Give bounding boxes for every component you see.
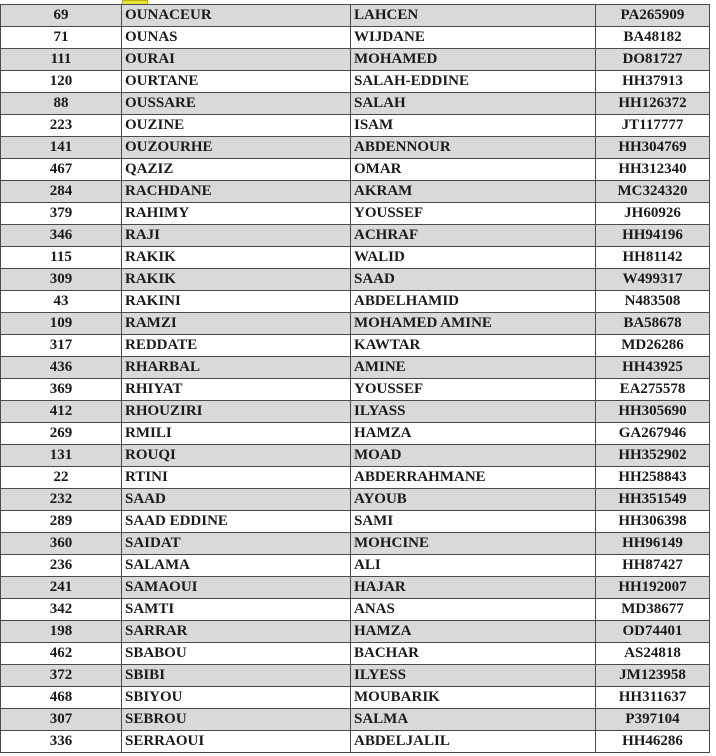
table-row: [1, 379, 710, 401]
id-number-cell[interactable]: HH81142: [596, 247, 710, 269]
last-name-cell[interactable]: SAMTI: [122, 599, 351, 621]
row-number-cell[interactable]: 412: [1, 401, 122, 423]
last-name-cell[interactable]: RHARBAL: [122, 357, 351, 379]
row-number-cell[interactable]: 120: [1, 71, 122, 93]
table-row: [1, 357, 710, 379]
first-name-cell[interactable]: SALMA: [351, 709, 596, 731]
id-number-cell[interactable]: HH352902: [596, 445, 710, 467]
first-name-cell[interactable]: HAJAR: [351, 577, 596, 599]
id-number-cell[interactable]: HH94196: [596, 225, 710, 247]
row-number-cell[interactable]: 467: [1, 159, 122, 181]
row-number-cell[interactable]: 284: [1, 181, 122, 203]
id-number-cell[interactable]: DO81727: [596, 49, 710, 71]
first-name-cell[interactable]: MOUBARIK: [351, 687, 596, 709]
row-number-cell[interactable]: 462: [1, 643, 122, 665]
table-row: [1, 555, 710, 577]
id-number-cell[interactable]: EA275578: [596, 379, 710, 401]
first-name-cell[interactable]: YOUSSEF: [351, 203, 596, 225]
first-name-cell[interactable]: MOAD: [351, 445, 596, 467]
row-number-cell[interactable]: 436: [1, 357, 122, 379]
id-number-cell[interactable]: MC324320: [596, 181, 710, 203]
row-number-cell[interactable]: 269: [1, 423, 122, 445]
id-number-cell[interactable]: HH126372: [596, 93, 710, 115]
row-number-cell[interactable]: 468: [1, 687, 122, 709]
last-name-cell[interactable]: SALAMA: [122, 555, 351, 577]
first-name-cell[interactable]: MOHAMED AMINE: [351, 313, 596, 335]
row-number-cell[interactable]: 336: [1, 731, 122, 753]
id-number-cell[interactable]: AS24818: [596, 643, 710, 665]
last-name-cell[interactable]: SAIDAT: [122, 533, 351, 555]
id-number-cell[interactable]: W499317: [596, 269, 710, 291]
first-name-cell[interactable]: AKRAM: [351, 181, 596, 203]
id-number-cell[interactable]: HH304769: [596, 137, 710, 159]
first-name-cell[interactable]: ACHRAF: [351, 225, 596, 247]
table-row: [1, 445, 710, 467]
id-number-cell[interactable]: GA267946: [596, 423, 710, 445]
table-row: [1, 489, 710, 511]
table-row: [1, 5, 710, 27]
id-number-cell[interactable]: PA265909: [596, 5, 710, 27]
id-number-cell[interactable]: HH43925: [596, 357, 710, 379]
table-row: [1, 665, 710, 687]
last-name-cell[interactable]: OURAI: [122, 49, 351, 71]
row-number-cell[interactable]: 109: [1, 313, 122, 335]
last-name-cell[interactable]: RAKINI: [122, 291, 351, 313]
first-name-cell[interactable]: WIJDANE: [351, 27, 596, 49]
table-row: [1, 533, 710, 555]
last-name-cell[interactable]: SAAD: [122, 489, 351, 511]
last-name-cell[interactable]: RAMZI: [122, 313, 351, 335]
table-row: [1, 225, 710, 247]
first-name-cell[interactable]: SALAH-EDDINE: [351, 71, 596, 93]
table-row: [1, 49, 710, 71]
table-row: [1, 137, 710, 159]
id-number-cell[interactable]: JH60926: [596, 203, 710, 225]
table-row: [1, 313, 710, 335]
first-name-cell[interactable]: SAMI: [351, 511, 596, 533]
first-name-cell[interactable]: LAHCEN: [351, 5, 596, 27]
last-name-cell[interactable]: SAMAOUI: [122, 577, 351, 599]
last-name-cell[interactable]: OUNACEUR: [122, 5, 351, 27]
table-row: [1, 401, 710, 423]
id-number-cell[interactable]: HH37913: [596, 71, 710, 93]
row-number-cell[interactable]: 346: [1, 225, 122, 247]
id-number-cell[interactable]: HH312340: [596, 159, 710, 181]
row-number-cell[interactable]: 71: [1, 27, 122, 49]
first-name-cell[interactable]: ABDENNOUR: [351, 137, 596, 159]
table-row: [1, 181, 710, 203]
id-number-cell[interactable]: HH192007: [596, 577, 710, 599]
table-row: [1, 621, 710, 643]
table-row: [1, 643, 710, 665]
row-number-cell[interactable]: 289: [1, 511, 122, 533]
row-number-cell[interactable]: 88: [1, 93, 122, 115]
table-row: [1, 115, 710, 137]
row-number-cell[interactable]: 131: [1, 445, 122, 467]
first-name-cell[interactable]: SALAH: [351, 93, 596, 115]
first-name-cell[interactable]: KAWTAR: [351, 335, 596, 357]
row-number-cell[interactable]: 115: [1, 247, 122, 269]
table-row: [1, 599, 710, 621]
id-number-cell[interactable]: HH311637: [596, 687, 710, 709]
last-name-cell[interactable]: OUZOURHE: [122, 137, 351, 159]
first-name-cell[interactable]: WALID: [351, 247, 596, 269]
id-number-cell[interactable]: P397104: [596, 709, 710, 731]
last-name-cell[interactable]: RAKIK: [122, 247, 351, 269]
row-number-cell[interactable]: 22: [1, 467, 122, 489]
table-row: [1, 71, 710, 93]
id-number-cell[interactable]: HH305690: [596, 401, 710, 423]
row-number-cell[interactable]: 372: [1, 665, 122, 687]
last-name-cell[interactable]: RHIYAT: [122, 379, 351, 401]
table-row: [1, 159, 710, 181]
last-name-cell[interactable]: RTINI: [122, 467, 351, 489]
id-number-cell[interactable]: HH351549: [596, 489, 710, 511]
id-number-cell[interactable]: BA48182: [596, 27, 710, 49]
row-number-cell[interactable]: 232: [1, 489, 122, 511]
table-row: [1, 511, 710, 533]
last-name-cell[interactable]: RAHIMY: [122, 203, 351, 225]
id-number-cell[interactable]: MD38677: [596, 599, 710, 621]
id-number-cell[interactable]: OD74401: [596, 621, 710, 643]
table-row: [1, 27, 710, 49]
row-number-cell[interactable]: 223: [1, 115, 122, 137]
last-name-cell[interactable]: SBABOU: [122, 643, 351, 665]
first-name-cell[interactable]: AMINE: [351, 357, 596, 379]
last-name-cell[interactable]: RAJI: [122, 225, 351, 247]
last-name-cell[interactable]: RACHDANE: [122, 181, 351, 203]
table-row: [1, 423, 710, 445]
last-name-cell[interactable]: SBIBI: [122, 665, 351, 687]
row-number-cell[interactable]: 379: [1, 203, 122, 225]
last-name-cell[interactable]: OUZINE: [122, 115, 351, 137]
first-name-cell[interactable]: ABDERRAHMANE: [351, 467, 596, 489]
id-number-cell[interactable]: MD26286: [596, 335, 710, 357]
id-number-cell[interactable]: HH46286: [596, 731, 710, 753]
last-name-cell[interactable]: SEBROU: [122, 709, 351, 731]
last-name-cell[interactable]: OUSSARE: [122, 93, 351, 115]
last-name-cell[interactable]: ROUQI: [122, 445, 351, 467]
first-name-cell[interactable]: MOHCINE: [351, 533, 596, 555]
table-row: [1, 335, 710, 357]
id-number-cell[interactable]: HH258843: [596, 467, 710, 489]
id-number-cell[interactable]: HH96149: [596, 533, 710, 555]
row-number-cell[interactable]: 317: [1, 335, 122, 357]
row-number-cell[interactable]: 369: [1, 379, 122, 401]
id-number-cell[interactable]: JT117777: [596, 115, 710, 137]
first-name-cell[interactable]: ILYASS: [351, 401, 596, 423]
row-number-cell[interactable]: 342: [1, 599, 122, 621]
candidate-table: [0, 4, 710, 753]
id-number-cell[interactable]: BA58678: [596, 313, 710, 335]
table-row: [1, 687, 710, 709]
first-name-cell[interactable]: MOHAMED: [351, 49, 596, 71]
last-name-cell[interactable]: SBIYOU: [122, 687, 351, 709]
table-row: [1, 269, 710, 291]
row-number-cell[interactable]: 198: [1, 621, 122, 643]
row-number-cell[interactable]: 69: [1, 5, 122, 27]
last-name-cell[interactable]: RAKIK: [122, 269, 351, 291]
first-name-cell[interactable]: HAMZA: [351, 423, 596, 445]
last-name-cell[interactable]: SARRAR: [122, 621, 351, 643]
last-name-cell[interactable]: REDDATE: [122, 335, 351, 357]
row-number-cell[interactable]: 309: [1, 269, 122, 291]
id-number-cell[interactable]: N483508: [596, 291, 710, 313]
first-name-cell[interactable]: OMAR: [351, 159, 596, 181]
table-row: [1, 247, 710, 269]
table-row: [1, 203, 710, 225]
row-number-cell[interactable]: 111: [1, 49, 122, 71]
first-name-cell[interactable]: ABDELHAMID: [351, 291, 596, 313]
row-number-cell[interactable]: 307: [1, 709, 122, 731]
table-body: [1, 5, 710, 753]
row-number-cell[interactable]: 236: [1, 555, 122, 577]
first-name-cell[interactable]: ABDELJALIL: [351, 731, 596, 753]
id-number-cell[interactable]: HH306398: [596, 511, 710, 533]
first-name-cell[interactable]: ISAM: [351, 115, 596, 137]
first-name-cell[interactable]: YOUSSEF: [351, 379, 596, 401]
table-row: [1, 467, 710, 489]
first-name-cell[interactable]: ANAS: [351, 599, 596, 621]
row-number-cell[interactable]: 43: [1, 291, 122, 313]
first-name-cell[interactable]: BACHAR: [351, 643, 596, 665]
row-number-cell[interactable]: 141: [1, 137, 122, 159]
table-row: [1, 731, 710, 753]
last-name-cell[interactable]: OUNAS: [122, 27, 351, 49]
table-row: [1, 93, 710, 115]
last-name-cell[interactable]: QAZIZ: [122, 159, 351, 181]
row-number-cell[interactable]: 241: [1, 577, 122, 599]
last-name-cell[interactable]: RMILI: [122, 423, 351, 445]
first-name-cell[interactable]: AYOUB: [351, 489, 596, 511]
last-name-cell[interactable]: OURTANE: [122, 71, 351, 93]
row-number-cell[interactable]: 360: [1, 533, 122, 555]
table-row: [1, 577, 710, 599]
first-name-cell[interactable]: ILYESS: [351, 665, 596, 687]
last-name-cell[interactable]: SAAD EDDINE: [122, 511, 351, 533]
last-name-cell[interactable]: RHOUZIRI: [122, 401, 351, 423]
table-row: [1, 709, 710, 731]
first-name-cell[interactable]: ALI: [351, 555, 596, 577]
id-number-cell[interactable]: JM123958: [596, 665, 710, 687]
table-row: [1, 291, 710, 313]
first-name-cell[interactable]: SAAD: [351, 269, 596, 291]
id-number-cell[interactable]: HH87427: [596, 555, 710, 577]
last-name-cell[interactable]: SERRAOUI: [122, 731, 351, 753]
first-name-cell[interactable]: HAMZA: [351, 621, 596, 643]
